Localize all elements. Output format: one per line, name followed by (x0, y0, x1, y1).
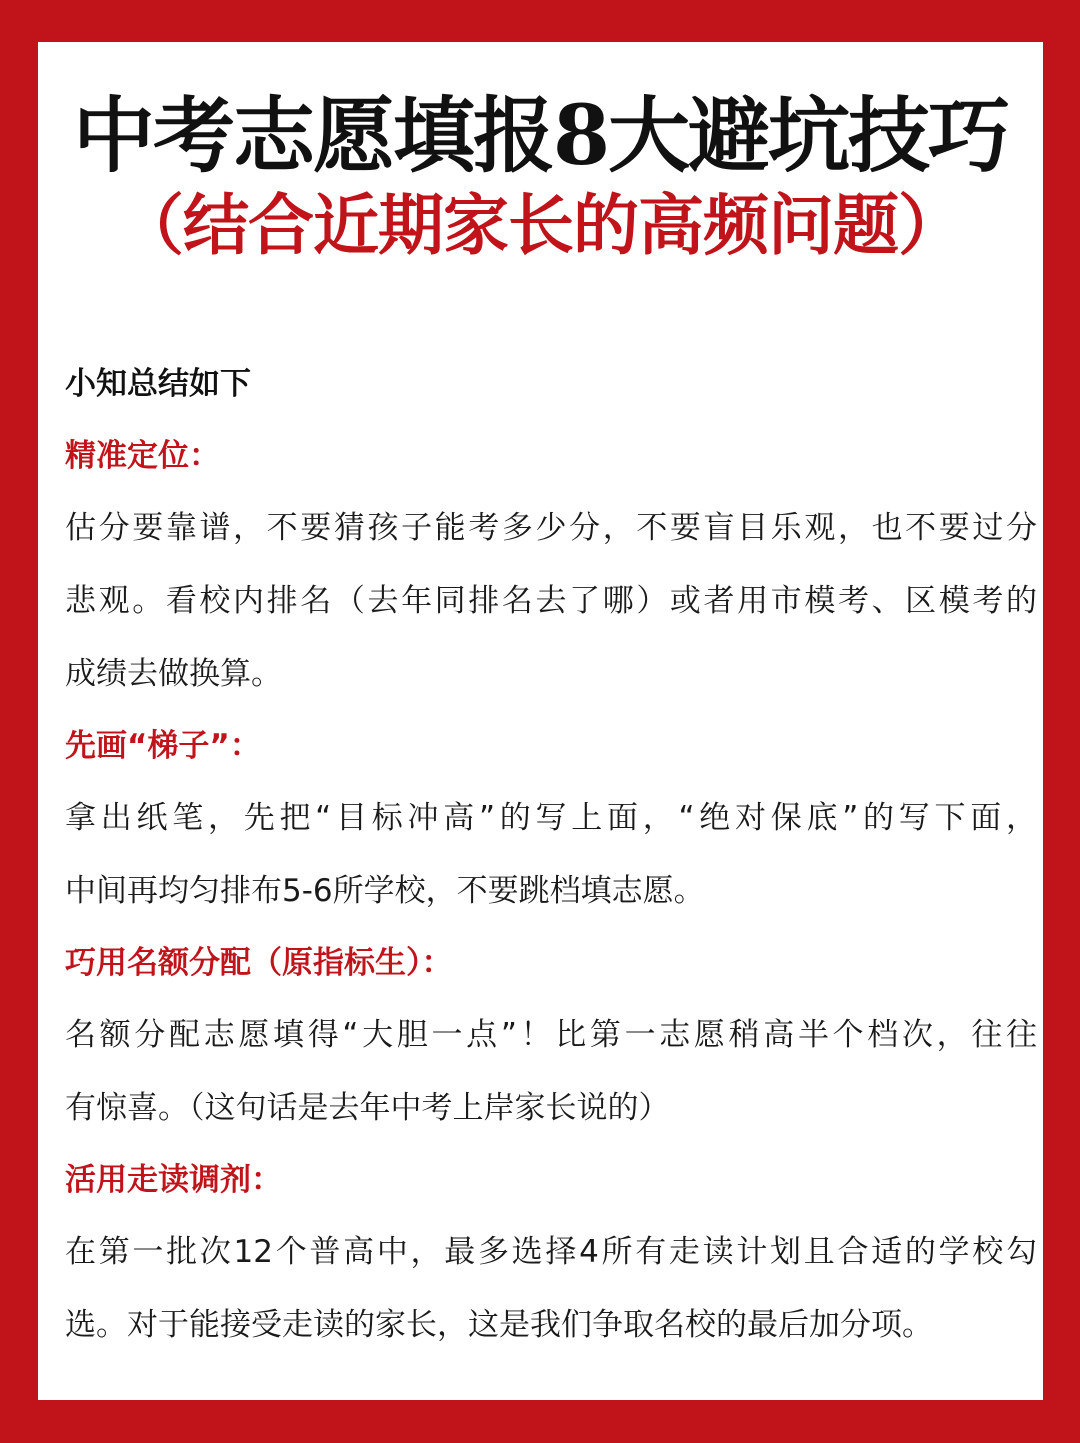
page-title: 中考志愿填报8大避坑技巧 (72, 88, 1009, 184)
body-line: 成绩去做换算。 (65, 656, 282, 692)
section-body-day-student (65, 1228, 1037, 1349)
section-heading-positioning: 精准定位： (65, 438, 220, 474)
body-line: 名额分配志愿填得“大胆一点”！比第一志愿稍高半个档次，往往 (65, 1017, 1037, 1053)
body-line: 拿出纸笔，先把“目标冲高”的写上面，“绝对保底”的写下面， (65, 800, 1037, 836)
section-body-ladder (65, 794, 1037, 915)
content-card (38, 42, 1043, 1400)
section-body-quota (65, 1011, 1037, 1132)
article-body (65, 360, 1037, 1373)
intro-text: 小知总结如下 (65, 366, 251, 402)
section-heading-day-student: 活用走读调剂： (65, 1162, 282, 1198)
section-heading-quota: 巧用名额分配（原指标生）： (65, 945, 453, 981)
body-line: 估分要靠谱，不要猜孩子能考多少分，不要盲目乐观，也不要过分 (65, 510, 1037, 546)
body-line: 悲观。看校内排名（去年同排名去了哪）或者用市模考、区模考的 (65, 583, 1037, 619)
section-body-positioning (65, 504, 1037, 698)
section-heading-ladder: 先画“梯子”： (65, 728, 261, 764)
body-line: 中间再均匀排布5-6所学校，不要跳档填志愿。 (65, 873, 705, 909)
body-line: 在第一批次12个普高中，最多选择4所有走读计划且合适的学校勾 (65, 1234, 1037, 1270)
body-line: 选。对于能接受走读的家长，这是我们争取名校的最后加分项。 (65, 1307, 933, 1343)
page-subtitle: （结合近期家长的高频问题） (118, 186, 963, 264)
body-line: 有惊喜。（这句话是去年中考上岸家长说的） (65, 1090, 670, 1126)
